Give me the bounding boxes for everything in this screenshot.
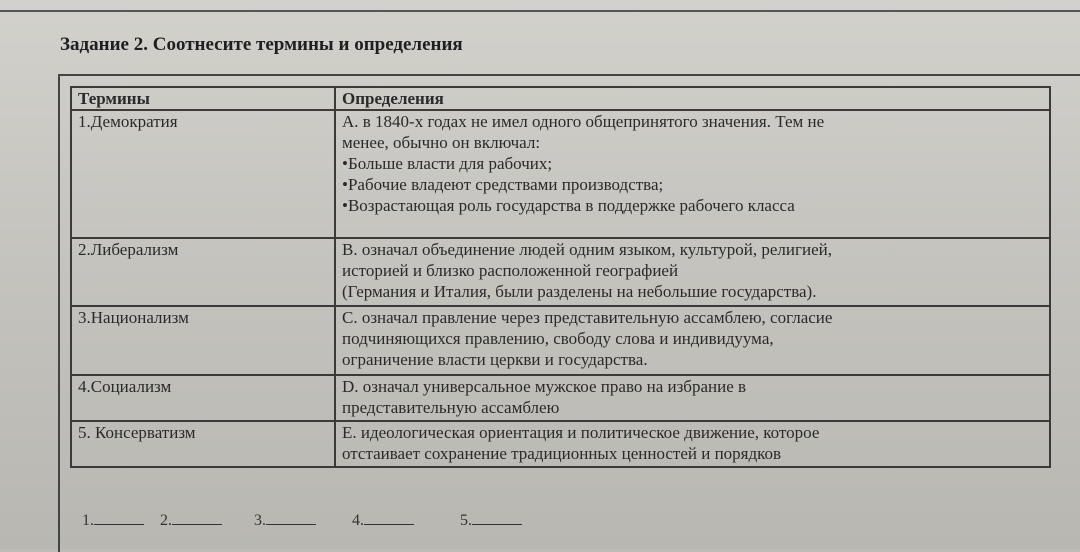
answer-line xyxy=(82,510,552,530)
top-rule xyxy=(0,10,1080,12)
definition-line: Е. идеологическая ориентация и политическое движение, которое xyxy=(342,423,820,442)
definition-cell xyxy=(335,421,1050,467)
answer-blank xyxy=(266,510,316,525)
header-terms: Термины xyxy=(71,87,335,110)
definition-line: •Возрастающая роль государства в поддержке рабочего класса xyxy=(342,196,795,215)
table-row xyxy=(71,421,1050,467)
header-definitions: Определения xyxy=(335,87,1050,110)
definition-line: представительную ассамблею xyxy=(342,398,560,417)
answer-4[interactable]: 4. xyxy=(352,510,414,530)
definition-line: А. в 1840-х годах не имел одного общепринятого значения. Тем не xyxy=(342,112,825,131)
terms-table xyxy=(70,86,1051,468)
term-cell: 2.Либерализм xyxy=(71,238,335,306)
definition-line: В. означал объединение людей одним языком, культурой, религией, xyxy=(342,240,832,259)
definition-line: •Рабочие владеют средствами производства; xyxy=(342,175,664,194)
definition-line: С. означал правление через представительную ассамблею, согласие xyxy=(342,308,833,327)
definition-line: D. означал универсальное мужское право на избрание в xyxy=(342,377,747,396)
term-cell: 4.Социализм xyxy=(71,375,335,421)
answer-blank xyxy=(172,510,222,525)
answer-5[interactable]: 5. xyxy=(460,510,522,530)
definition-cell xyxy=(335,306,1050,375)
definition-line: ограничение власти церкви и государства. xyxy=(342,350,648,369)
definition-cell xyxy=(335,238,1050,306)
definition-line: менее, обычно он включал: xyxy=(342,133,541,152)
term-cell: 3.Национализм xyxy=(71,306,335,375)
term-cell: 5. Консерватизм xyxy=(71,421,335,467)
table-row xyxy=(71,375,1050,421)
table-header-row xyxy=(71,87,1050,110)
definition-cell xyxy=(335,110,1050,238)
answer-3[interactable]: 3. xyxy=(254,510,316,530)
table-row xyxy=(71,110,1050,238)
term-cell: 1.Демократия xyxy=(71,110,335,238)
table-row xyxy=(71,306,1050,375)
answer-blank xyxy=(364,510,414,525)
definition-line: историей и близко расположенной географией xyxy=(342,261,679,280)
definition-line: отстаивает сохранение традиционных ценностей и порядков xyxy=(342,444,782,463)
answer-1[interactable]: 1. xyxy=(82,510,144,530)
answer-blank xyxy=(472,510,522,525)
answer-blank xyxy=(94,510,144,525)
table-row xyxy=(71,238,1050,306)
definition-line: (Германия и Италия, были разделены на небольшие государства). xyxy=(342,282,817,301)
answer-2[interactable]: 2. xyxy=(160,510,222,530)
definition-line: •Больше власти для рабочих; xyxy=(342,154,553,173)
task-title: Задание 2. Соотнесите термины и определения xyxy=(60,34,463,55)
definition-line: подчиняющихся правлению, свободу слова и индивидуума, xyxy=(342,329,774,348)
definition-cell xyxy=(335,375,1050,421)
